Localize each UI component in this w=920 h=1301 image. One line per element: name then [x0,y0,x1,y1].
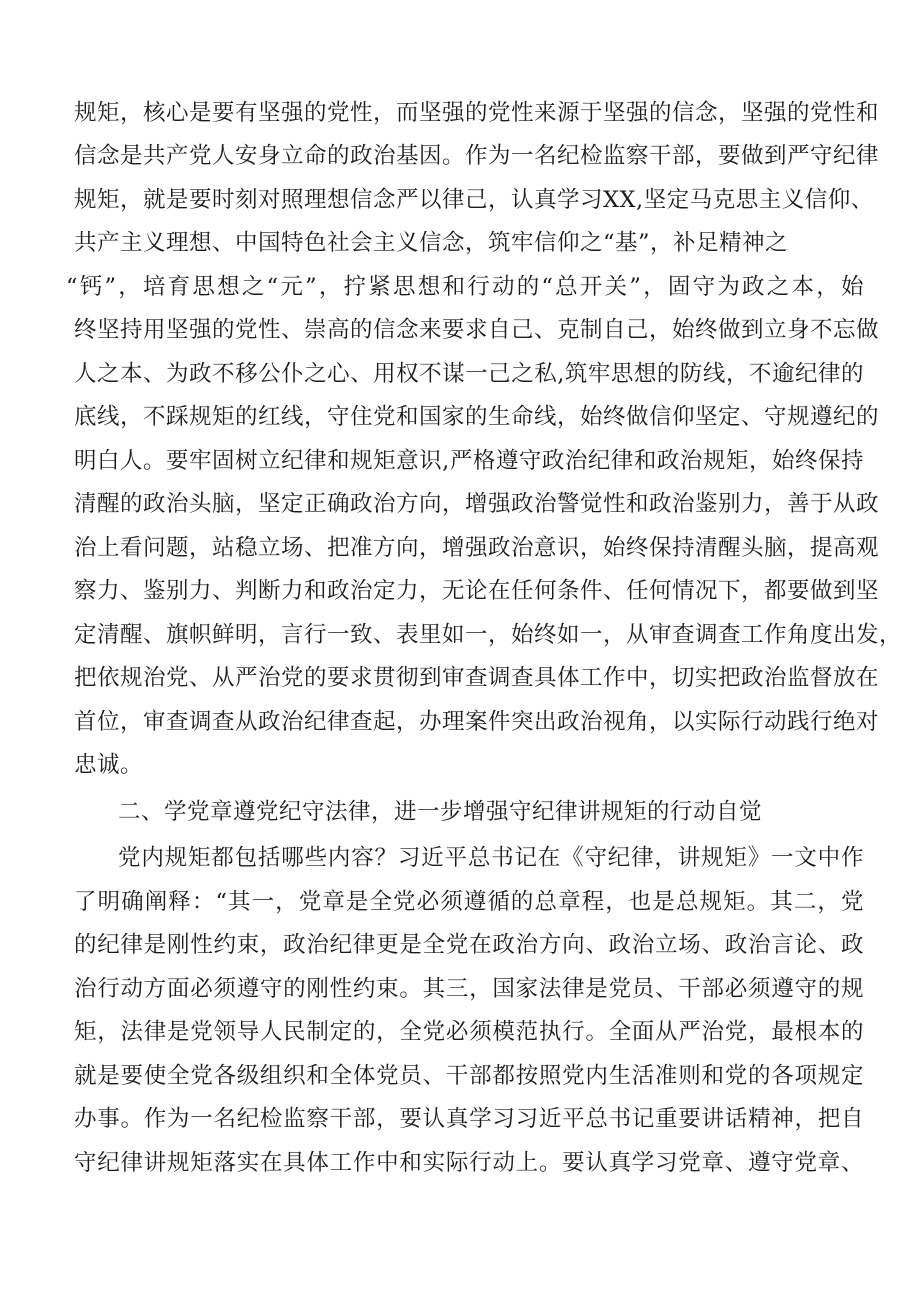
paragraph-2-line-2: 了明确阐释：“其一，党章是全党必须遵循的总章程，也是总规矩。其二，党 [74,889,864,915]
paragraph-1-line-2: 信念是共产党人安身立命的政治基因。作为一名纪检监察干部，要做到严守纪律 [74,143,880,169]
paragraph-1-line-4: 共产主义理想、中国特色社会主义信念，筑牢信仰之“基”，补足精神之 [74,230,789,256]
paragraph-2-line-5: 矩，法律是党领导人民制定的，全党必须模范执行。全面从严治党，最根本的 [74,1019,864,1045]
paragraph-1-line-16: 忠诚。 [74,752,144,778]
paragraph-1-line-12: 察力、鉴别力、判断力和政治定力，无论在任何条件、任何情况下，都要做到坚 [74,578,880,604]
paragraph-1-line-6: 终坚持用坚强的党性、崇高的信念来要求自己、克制自己，始终做到立身不忘做 [74,317,880,343]
paragraph-2-line-6: 就是要使全党各级组织和全体党员、干部都按照党内生活准则和党的各项规定 [74,1063,864,1089]
paragraph-1-line-13: 定清醒、旗帜鲜明，言行一致、表里如一，始终如一，从审查调查工作角度出发， [74,622,903,648]
paragraph-1-line-5: “钙”，培育思想之“元”，拧紧思想和行动的“总开关”，固守为政之本，始 [66,274,864,300]
paragraph-1-line-10: 清醒的政治头脑，坚定正确政治方向，增强政治警觉性和政治鉴别力，善于从政 [74,491,880,517]
paragraph-1-line-3: 规矩，就是要时刻对照理想信念严以律己，认真学习XX,坚定马克思主义信仰、 [74,187,874,213]
paragraph-1-line-14: 把依规治党、从严治党的要求贯彻到审查调查具体工作中，切实把政治监督放在 [74,665,880,691]
paragraph-1-line-9: 明白人。要牢固树立纪律和规矩意识,严格遵守政治纪律和政治规矩，始终保持 [74,448,864,474]
paragraph-2-line-4: 治行动方面必须遵守的刚性约束。其三，国家法律是党员、干部必须遵守的规 [74,976,864,1002]
paragraph-1-line-1: 规矩，核心是要有坚强的党性，而坚强的党性来源于坚强的信念，坚强的党性和 [74,100,880,126]
paragraph-2-line-3: 的纪律是刚性约束，政治纪律更是全党在政治方向、政治立场、政治言论、政 [74,932,864,958]
paragraph-2-line-9 [74,1187,864,1225]
paragraph-1-line-15: 首位，审查调查从政治纪律查起，办理案件突出政治视角，以实际行动践行绝对 [74,709,880,735]
paragraph-1-line-7: 人之本、为政不移公仆之心、用权不谋一己之私,筑牢思想的防线，不逾纪律的 [74,361,864,387]
paragraph-2-line-8: 守纪律讲规矩落实在具体工作中和实际行动上。要认真学习党章、遵守党章、 [74,1150,864,1176]
paragraph-2-line-1: 党内规矩都包括哪些内容？习近平总书记在《守纪律，讲规矩》一文中作 [118,845,864,871]
section-heading: 二、学党章遵党纪守法律，进一步增强守纪律讲规矩的行动自觉 [118,799,763,825]
paragraph-2-line-7: 办事。作为一名纪检监察干部，要认真学习习近平总书记重要讲话精神，把自 [74,1106,864,1132]
paragraph-1-line-8: 底线，不踩规矩的红线，守住党和国家的生命线，始终做信仰坚定、守规遵纪的 [74,404,880,430]
paragraph-1-line-11: 治上看问题，站稳立场、把准方向，增强政治意识，始终保持清醒头脑，提高观 [74,535,880,561]
